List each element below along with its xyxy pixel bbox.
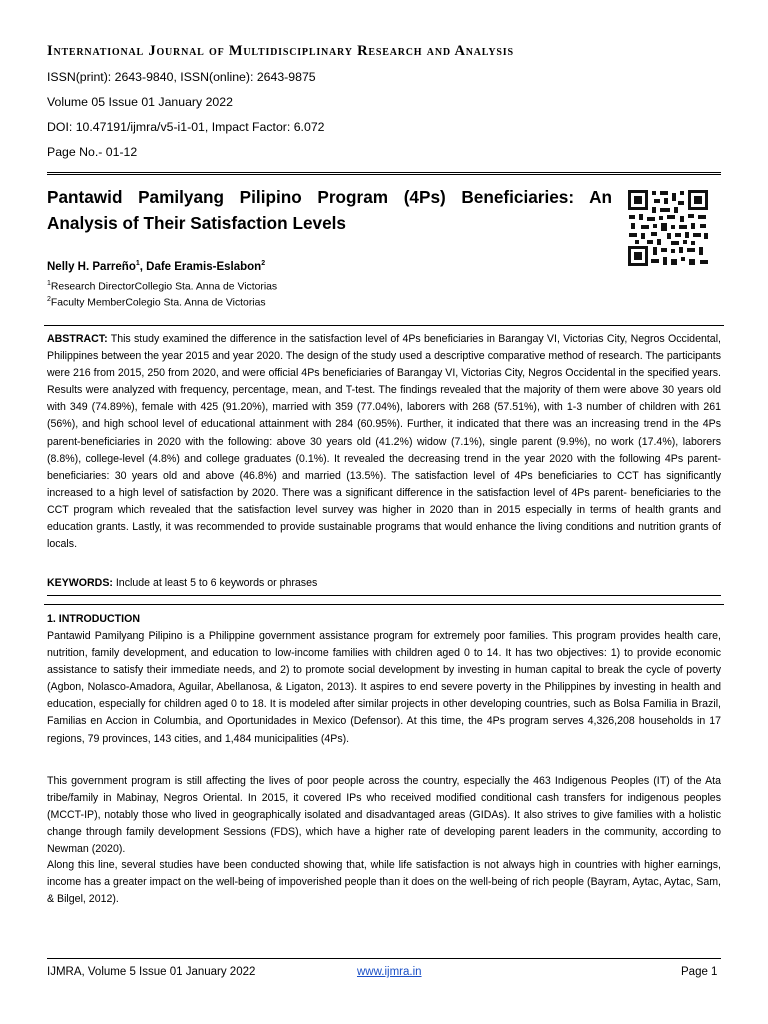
author-name: Dafe Eramis-Eslabon — [146, 260, 262, 273]
keywords-text: Include at least 5 to 6 keywords or phrases — [112, 577, 318, 589]
abstract-label: ABSTRACT: — [47, 333, 108, 345]
paper-title: Pantawid Pamilyang Pilipino Program (4Ps) Beneficiaries: An Analysis of Their Satisfaction Levels — [47, 187, 612, 233]
page-range: Page No.- 01-12 — [47, 145, 138, 159]
header-divider — [47, 172, 721, 175]
affiliation-mark: 2 — [47, 296, 51, 303]
affiliation-line — [47, 280, 277, 292]
qr-code-icon — [627, 189, 709, 267]
footer-journal-info: IJMRA, Volume 5 Issue 01 January 2022 — [47, 966, 256, 978]
abstract — [47, 331, 721, 553]
volume-line: Volume 05 Issue 01 January 2022 — [47, 95, 233, 109]
doi-line: DOI: 10.47191/ijmra/v5-i1-01, Impact Factor: 6.072 — [47, 120, 325, 134]
keywords — [47, 577, 317, 589]
footer-divider — [47, 958, 721, 959]
keywords-label: KEYWORDS: — [47, 577, 113, 589]
page-number: Page 1 — [681, 966, 718, 978]
author-name: Nelly H. Parreño — [47, 260, 136, 273]
author-separator: , — [139, 260, 147, 273]
section-heading: 1. INTRODUCTION — [47, 613, 140, 625]
authors-line — [47, 260, 265, 273]
issn-line: ISSN(print): 2643-9840, ISSN(online): 2643-9875 — [47, 70, 316, 84]
body-paragraph: Along this line, several studies have been conducted showing that, while life satisfaction is not always high in countries with higher earnings, income has a greater impact on the well-being of impoverished people than it does on the well-being of rich people (Bayram, Aytac, Aytac, Sam, & Bilgel, 2012). — [47, 859, 721, 906]
keywords-divider — [47, 595, 721, 596]
affiliation-text: Faculty MemberColegio Sta. Anna de Victorias — [50, 297, 266, 309]
abstract-text: This study examined the difference in the satisfaction level of 4Ps beneficiaries in Barangay VI, Victorias City, Negros Occidental, Philippines between the year 2015 and year 2020. The design of the study used a descriptive comparative method of research. The participants were 216 from 2015, 250 from 2020, and were official 4Ps beneficiaries of Barangay VI, Victorias City, Negros Occidental in the specified years. Results were analyzed with frequency, percentage, mean, and T-test. The findings revealed that the majority of them were above 30 years old with 349 (74.89%), female with 425 (91.20%), married with 359 (77.04%), laborers with 268 (57.51%), with 1-3 number of children with 261 (56%), and high school level of educational attainment with 284 (60.95%). Further, it indicated that there was an increasing trend in the 4Ps parent-beneficiaries in 2020 with the following: above 30 years old (41.2%) widow (7.1%), single parent (9.9%), no work (17.4%), laborers (8.8%), college-level (4.8%) and college graduates (0.1%). It revealed the decreasing trend in the year 2020 with the following 4Ps parent-beneficiaries: 30 years old and above (46.8%) and married (13.5%). The satisfaction level of 4Ps beneficiaries to CCT has significantly increased to a high level of satisfaction by 2020. There was a significant difference in the satisfaction level of 4Ps parent- beneficiaries to the CCT program which revealed that the satisfaction level survey was higher in 2020 than in 2015 especially in terms of health grants and education grants. Lastly, it was recommended to provide sustainable programs that would enhance the living conditions and nutrition grants of locals. — [47, 333, 721, 551]
affiliation-mark: 1 — [47, 280, 51, 287]
affiliation-line — [47, 296, 266, 308]
body-paragraph: This government program is still affecting the lives of poor people across the country, especially the 463 Indigenous Peoples (IT) of the Ata tribe/family in Mabinay, Negros Oriental. In 2015, it covered IPs who received modified conditional cash transfers for indigenous peoples (MCCT-IP), notably those who lived in geographically isolated and disadvantaged areas (GIDAs). It also strives to give families with a holistic change through family development Sessions (FDS), which have a higher rate of developing parent leaders in the community, according to Newman (2020). — [47, 775, 721, 856]
journal-title: International Journal of Multidisciplinary Research and Analysis — [47, 43, 514, 59]
affiliation-text: Research DirectorCollegio Sta. Anna de Victorias — [50, 281, 278, 293]
author-affiliation-mark: 2 — [261, 260, 266, 267]
body-paragraph: Pantawid Pamilyang Pilipino is a Philippine government assistance program for extremely poor families. This program provides health care, nutrition, family development, and education to low-income families with children aged 0 to 14. It has two objectives: 1) to provide economic assistance to satisfy their immediate needs, and 2) to promote social development by investing in human capital to break the cycle of poverty (Agbon, Nolasco-Amadora, Aguilar, Abellanosa, & Ligaton, 2013). It aspires to end severe poverty in the Philippines by investing in health and education, especially for children aged 0 to 18. It is modeled after similar projects in other developing countries, such as Bolsa Familia in Brazil, Familias en Accion in Columbia, and Oportunidades in Mexico (Defensor). At this time, the 4Ps program serves 4,326,208 households in 17 regions, 79 provinces, 143 cities, and 1,484 municipalities (4Ps). — [47, 630, 721, 745]
journal-website-link[interactable]: www.ijmra.in — [357, 966, 422, 978]
author-affiliation-mark: 1 — [135, 260, 140, 267]
